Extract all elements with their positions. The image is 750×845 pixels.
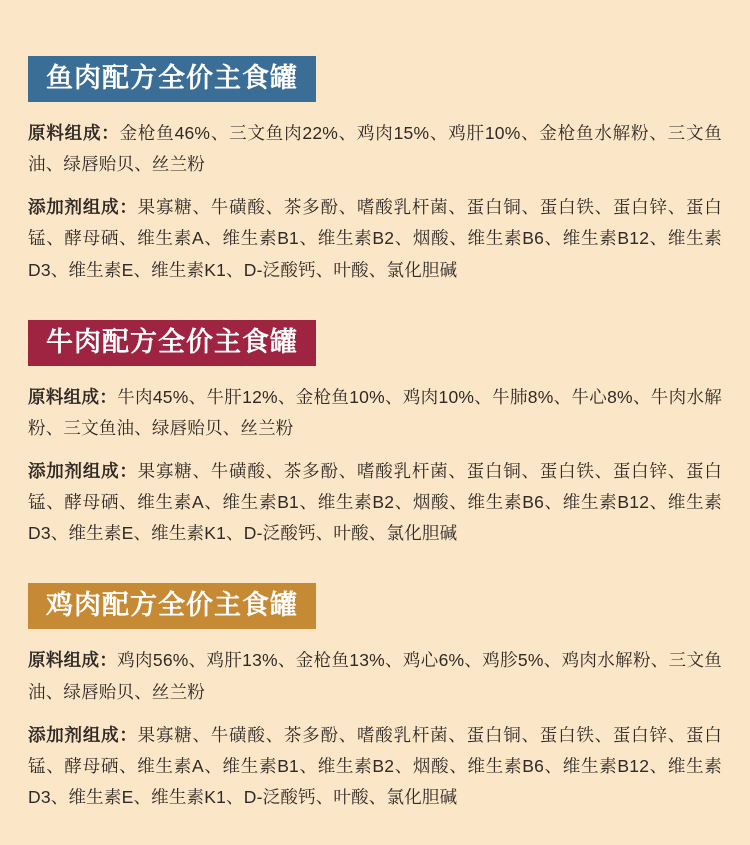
additives-paragraph-fish	[22, 192, 728, 285]
product-section-fish	[22, 56, 728, 286]
additives-label: 添加剂组成：	[28, 724, 138, 745]
ingredients-text: 金枪鱼46%、三文鱼肉22%、鸡肉15%、鸡肝10%、金枪鱼水解粉、三文鱼油、绿唇贻贝、丝兰粉	[28, 123, 722, 175]
ingredients-text: 鸡肉56%、鸡肝13%、金枪鱼13%、鸡心6%、鸡胗5%、鸡肉水解粉、三文鱼油、绿唇贻贝、丝兰粉	[28, 650, 723, 702]
ingredients-label: 原料组成：	[28, 386, 118, 407]
additives-label: 添加剂组成：	[28, 197, 138, 218]
ingredients-label: 原料组成：	[28, 123, 120, 143]
ingredients-paragraph-beef	[22, 382, 728, 444]
ingredients-text: 牛肉45%、牛肝12%、金枪鱼10%、鸡肉10%、牛肺8%、牛心8%、牛肉水解粉、三文鱼油、绿唇贻贝、丝兰粉	[28, 386, 722, 438]
product-section-chicken	[22, 583, 728, 813]
additives-text: 果寡糖、牛磺酸、茶多酚、嗜酸乳杆菌、蛋白铜、蛋白铁、蛋白锌、蛋白锰、酵母硒、维生素A、维生素B1、维生素B2、烟酸、维生素B6、维生素B12、维生素D3、维生素E、维生素K1、D-泛酸钙、叶酸、氯化胆碱	[28, 197, 722, 280]
additives-text: 果寡糖、牛磺酸、茶多酚、嗜酸乳杆菌、蛋白铜、蛋白铁、蛋白锌、蛋白锰、酵母硒、维生素A、维生素B1、维生素B2、烟酸、维生素B6、维生素B12、维生素D3、维生素E、维生素K1、D-泛酸钙、叶酸、氯化胆碱	[28, 724, 722, 807]
additives-text: 果寡糖、牛磺酸、茶多酚、嗜酸乳杆菌、蛋白铜、蛋白铁、蛋白锌、蛋白锰、酵母硒、维生素A、维生素B1、维生素B2、烟酸、维生素B6、维生素B12、维生素D3、维生素E、维生素K1、D-泛酸钙、叶酸、氯化胆碱	[28, 460, 722, 544]
ingredients-paragraph-fish	[22, 118, 728, 180]
ingredients-paragraph-chicken	[22, 645, 728, 707]
section-title-chicken: 鸡肉配方全价主食罐	[28, 583, 316, 629]
additives-paragraph-beef	[22, 456, 728, 549]
section-title-beef: 牛肉配方全价主食罐	[28, 320, 316, 366]
additives-paragraph-chicken	[22, 720, 728, 813]
section-title-fish: 鱼肉配方全价主食罐	[28, 56, 316, 102]
product-section-beef	[22, 320, 728, 550]
ingredients-label: 原料组成：	[28, 650, 118, 671]
additives-label: 添加剂组成：	[28, 460, 138, 481]
